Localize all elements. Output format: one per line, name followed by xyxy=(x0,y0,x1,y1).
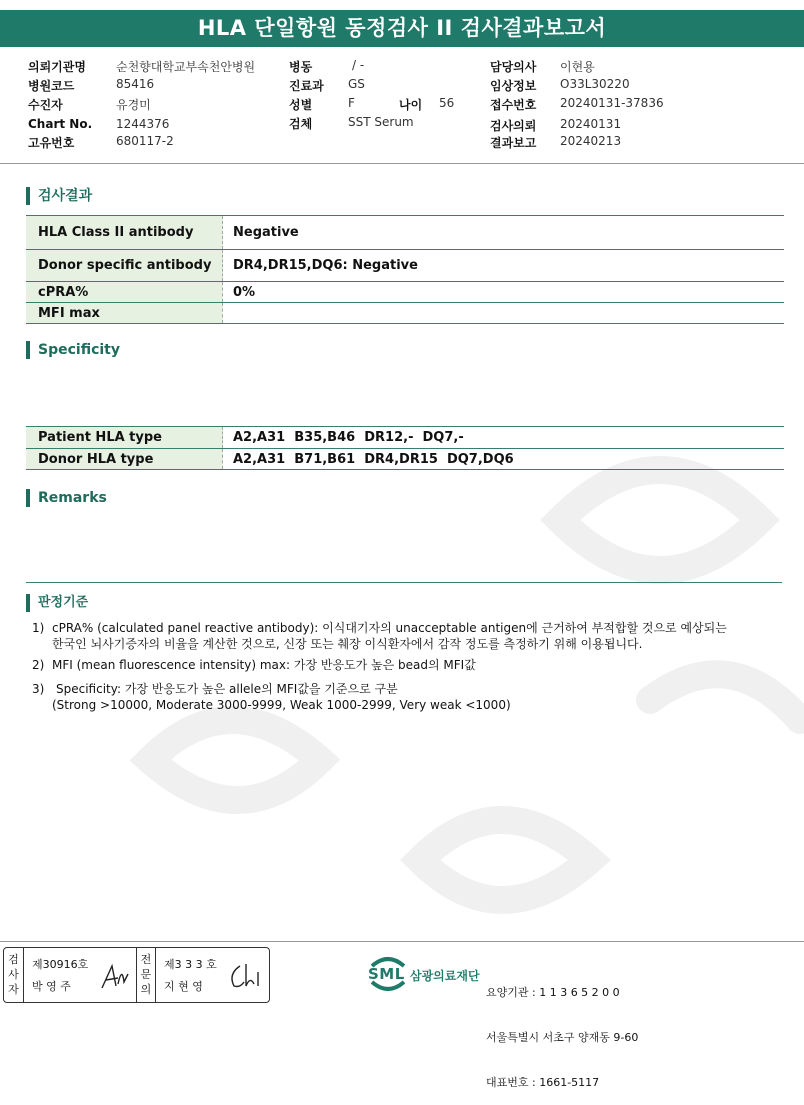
label-receipt-no: 접수번호 xyxy=(490,98,537,112)
label-report-date: 결과보고 xyxy=(490,136,537,150)
section-criteria: 판정기준 xyxy=(26,594,88,612)
value-chart-no: 1244376 xyxy=(116,117,170,131)
org-info-line: 대표번호 : 1661-5117 xyxy=(486,1076,600,1089)
examiner-name: 박 영 주 xyxy=(32,980,71,993)
value-institution: 순천향대학교부속천안병원 xyxy=(116,60,256,74)
table-row xyxy=(26,427,784,449)
label-specimen: 검체 xyxy=(289,117,313,131)
label-sex: 성별 xyxy=(289,98,313,112)
result-label: HLA Class II antibody xyxy=(26,216,223,250)
value-clinical-info: O33L30220 xyxy=(560,77,630,91)
table-row xyxy=(26,216,784,250)
value-doctor: 이현용 xyxy=(560,60,595,74)
remarks-divider xyxy=(26,582,782,583)
table-row xyxy=(26,303,784,324)
header-divider xyxy=(0,163,804,164)
value-sex: F xyxy=(348,96,355,110)
criteria-text: MFI (mean fluorescence intensity) max: 가장 반응도가 높은 bead의 MFI값 xyxy=(52,658,476,672)
criteria-text: (Strong >10000, Moderate 3000-9999, Weak 1000-2999, Very weak <1000) xyxy=(52,698,511,712)
logo-text: SML xyxy=(368,965,405,983)
label-chart-no: Chart No. xyxy=(28,117,93,131)
hla-type-value: A2,A31 B71,B61 DR4,DR15 DQ7,DQ6 xyxy=(223,449,785,470)
specialist-license: 제3 3 3 호 xyxy=(164,958,217,971)
criteria-list xyxy=(0,620,804,720)
value-receipt-no: 20240131-37836 xyxy=(560,96,664,110)
criteria-text: 한국인 뇌사기증자의 비율을 계산한 것으로, 신장 또는 췌장 이식환자에서 감작 정도를 측정하기 위해 이용됩니다. xyxy=(52,637,643,651)
value-patient: 유경미 xyxy=(116,98,151,112)
specialist-label: 전문의 xyxy=(136,948,156,1002)
specialist-signature xyxy=(226,960,262,992)
table-row xyxy=(26,449,784,470)
label-request-date: 검사의뢰 xyxy=(490,119,537,133)
label-ward: 병동 xyxy=(289,60,313,74)
criteria-number: 1) xyxy=(32,621,45,635)
label-department: 진료과 xyxy=(289,79,324,93)
examiner-license: 제30916호 xyxy=(32,958,89,971)
value-request-date: 20240131 xyxy=(560,117,622,131)
value-hospital-code: 85416 xyxy=(116,77,155,91)
signature-box xyxy=(3,947,270,1003)
label-patient: 수진자 xyxy=(28,98,63,112)
section-result: 검사결과 xyxy=(26,187,92,205)
result-value xyxy=(223,303,785,324)
result-label: cPRA% xyxy=(26,282,223,303)
result-label: Donor specific antibody xyxy=(26,250,223,282)
result-label: MFI max xyxy=(26,303,223,324)
hla-type-value: A2,A31 B35,B46 DR12,- DQ7,- xyxy=(223,427,785,449)
label-hospital-code: 병원코드 xyxy=(28,79,75,93)
hla-type-label: Patient HLA type xyxy=(26,427,223,449)
criteria-text: Specificity: 가장 반응도가 높은 allele의 MFI값을 기준으로 구분 xyxy=(56,682,398,696)
result-value: Negative xyxy=(223,216,785,250)
section-specificity: Specificity xyxy=(26,341,120,359)
label-clinical-info: 임상정보 xyxy=(490,79,537,93)
value-unique-no: 680117-2 xyxy=(116,134,174,148)
org-info xyxy=(486,955,638,1105)
table-row xyxy=(26,282,784,303)
value-age: 56 xyxy=(439,96,455,110)
criteria-number: 2) xyxy=(32,658,45,672)
section-remarks: Remarks xyxy=(26,489,107,507)
hla-type-label: Donor HLA type xyxy=(26,449,223,470)
value-report-date: 20240213 xyxy=(560,134,622,148)
report-title: HLA 단일항원 동정검사 II 검사결과보고서 xyxy=(0,10,804,47)
value-ward: / - xyxy=(352,58,365,72)
label-doctor: 담당의사 xyxy=(490,60,537,74)
specialist-name: 지 현 영 xyxy=(164,980,203,993)
org-info-line: 요양기관 : 1 1 3 6 5 2 0 0 xyxy=(486,986,620,999)
table-row xyxy=(26,250,784,282)
footer-divider xyxy=(0,941,804,942)
label-institution: 의뢰기관명 xyxy=(28,60,86,74)
examiner-label: 검사자 xyxy=(4,948,24,1002)
criteria-number: 3) xyxy=(32,682,45,696)
sml-logo-icon xyxy=(366,954,410,994)
result-value: DR4,DR15,DQ6: Negative xyxy=(223,250,785,282)
hla-type-table xyxy=(26,426,784,470)
criteria-text: cPRA% (calculated panel reactive antibody): 이식대기자의 unacceptable antigen에 근거하여 부적합할 것으로 예상되는 xyxy=(52,621,727,635)
result-value: 0% xyxy=(223,282,785,303)
org-name: 삼광의료재단 xyxy=(410,969,480,983)
value-department: GS xyxy=(348,77,365,91)
label-age: 나이 xyxy=(399,98,423,112)
org-info-line: 서울특별시 서초구 양재동 9-60 xyxy=(486,1031,639,1044)
result-table xyxy=(26,215,784,324)
examiner-signature xyxy=(98,960,132,994)
value-specimen: SST Serum xyxy=(348,115,414,129)
label-unique-no: 고유번호 xyxy=(28,136,75,150)
